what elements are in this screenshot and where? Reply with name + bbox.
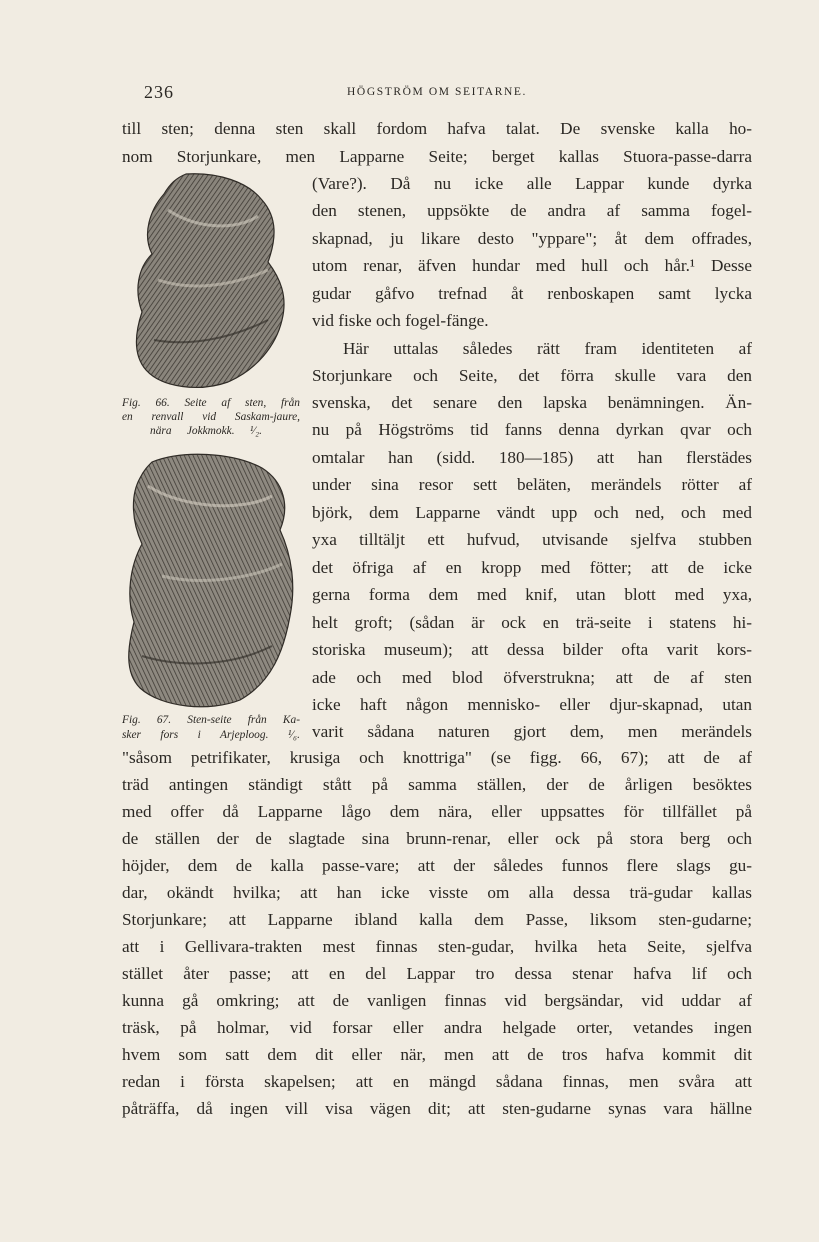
body-text-line: yxa tilltäljt ett hufvud, utvisande sjelfva stubben	[312, 530, 752, 549]
figure-66-caption-line: en renvall vid Saskam-jaure,	[122, 411, 300, 423]
body-text-line: (Vare?). Då nu icke alle Lappar kunde dyrka	[312, 174, 752, 193]
figure-67-stone-seite-image	[122, 446, 300, 710]
body-text-line: svenska, det senare den lapska benämningen. Än-	[312, 393, 752, 412]
body-text-line: storiska museum); att dessa bilder ofta varit kors-	[312, 640, 752, 659]
body-text-line: den stenen, uppsökte de andra af samma fogel-	[312, 201, 752, 220]
body-text-line: icke haft någon mennisko- eller djur-skapnad, utan	[312, 695, 752, 714]
body-text-line: träd antingen ständigt stått på samma ställen, der de årligen besöktes	[122, 775, 752, 794]
body-text-line: ade och med blod öfverstrukna; att de af sten	[312, 668, 752, 687]
body-text-line: stället åter passe; att en del Lappar tro dessa stenar hafva lif och	[122, 964, 752, 983]
body-text-line: påträffa, då ingen vill visa vägen dit; att sten-gudarne synas vara hällne	[122, 1099, 752, 1118]
body-text-line: gerna forma dem med knif, utan blott med yxa,	[312, 585, 752, 604]
stone-illustration	[122, 446, 300, 710]
page-number: 236	[144, 82, 174, 102]
body-text-line: "såsom petrifikater, krusiga och knottriga" (se figg. 66, 67); att de af	[122, 748, 752, 767]
body-text-line: omtalar han (sidd. 180—185) att han flerstädes	[312, 448, 752, 467]
body-text-line: redan i första skapelsen; att en mängd sådana finnas, men svåra att	[122, 1072, 752, 1091]
body-text-line: under sina resor sett beläten, merändels rötter af	[312, 475, 752, 494]
body-text-line: björk, dem Lapparne vändt upp och ned, och med	[312, 503, 752, 522]
body-text-line: träsk, på holmar, vid forsar eller andra helgade orter, vetandes ingen	[122, 1018, 752, 1037]
figure-66-caption-line: nära Jokkmokk. ¹⁄₂.	[150, 425, 262, 437]
body-text-line: nu på Högströms tid fanns denna dyrkan qvar och	[312, 420, 752, 439]
body-text-line: de ställen der de slagtade sina brunn-renar, eller ock på stora berg och	[122, 829, 752, 848]
body-text-line: varit sådana naturen gjort dem, men merändels	[312, 722, 752, 741]
body-text-line: det öfriga af en kropp med fötter; att de icke	[312, 558, 752, 577]
body-text-line: till sten; denna sten skall fordom hafva talat. De svenske kalla ho-	[122, 119, 752, 138]
figure-66-stone-seite-image	[128, 170, 296, 392]
body-text-line: Här uttalas således rätt fram identiteten af	[343, 339, 752, 358]
body-text-line: vid fiske och fogel-fänge.	[312, 311, 489, 330]
body-text-line: nom Storjunkare, men Lapparne Seite; berget kallas Stuora-passe-darra	[122, 147, 752, 166]
body-text-line: höjder, dem de kalla passe-vare; att der således funnos flere slags gu-	[122, 856, 752, 875]
body-text-line: gudar gåfvo trefnad åt renboskapen samt lycka	[312, 284, 752, 303]
body-text-line: med offer då Lapparne lågo dem nära, eller uppsattes för tillfället på	[122, 802, 752, 821]
figure-67-caption-line: Fig. 67. Sten-seite från Ka-	[122, 714, 300, 726]
body-text-line: kunna gå omkring; att de vanligen finnas vid bergsändar, vid uddar af	[122, 991, 752, 1010]
figure-66-caption-line: Fig. 66. Seite af sten, från	[122, 397, 300, 409]
body-text-line: dar, okändt hvilka; att han icke visste om alla dessa trä-gudar kallas	[122, 883, 752, 902]
body-text-line: utom renar, äfven hundar med hull och hår.¹ Desse	[312, 256, 752, 275]
stone-illustration	[128, 170, 296, 392]
body-text-line: Storjunkare och Seite, det förra skulle vara den	[312, 366, 752, 385]
figure-67-caption-line: sker fors i Arjeploog. ¹⁄₆.	[122, 729, 300, 741]
body-text-line: hvem som satt dem dit eller när, men att de tros hafva kommit dit	[122, 1045, 752, 1064]
running-head	[122, 82, 752, 106]
body-text-line: Storjunkare; att Lapparne ibland kalla dem Passe, liksom sten-gudarne;	[122, 910, 752, 929]
body-text-line: helt groft; (sådan är ock en trä-seite i statens hi-	[312, 613, 752, 632]
body-text-line: att i Gellivara-trakten mest finnas sten-gudar, hvilka heta Seite, sjelfva	[122, 937, 752, 956]
body-text-line: skapnad, ju likare desto "yppare"; åt dem offrades,	[312, 229, 752, 248]
running-head-title: HÖGSTRÖM OM SEITARNE.	[347, 86, 527, 98]
